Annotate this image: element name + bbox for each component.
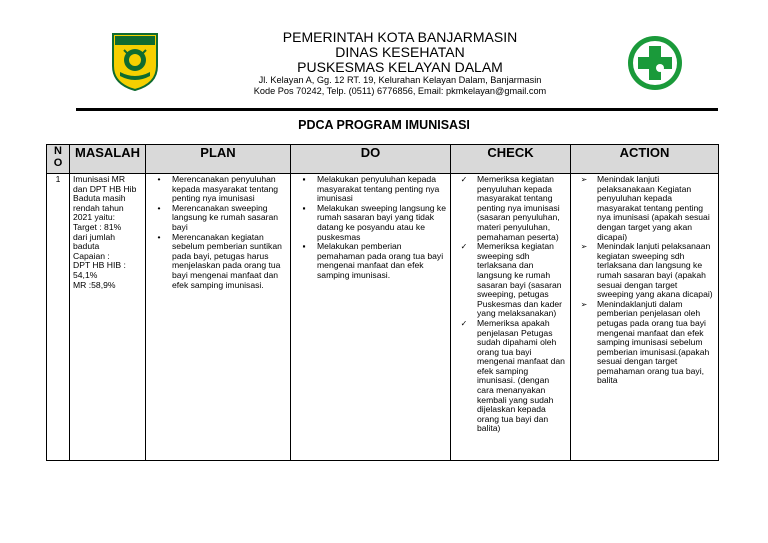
bullet-icon: [152, 233, 166, 243]
masalah-line: 2021 yaitu:: [73, 212, 116, 223]
check-item: ✓ Memeriksa kegiatan sweeping sdh terlaksana dan langsung ke rumah sasaran bayi (sasaran sweeping, petugas Puskesmas dan kader yang melaksanakan): [454, 242, 567, 319]
cell-action: [571, 174, 719, 461]
header-department: DINAS KESEHATAN: [335, 44, 465, 60]
col-header-plan: PLAN: [146, 145, 291, 174]
col-header-masalah: MASALAH: [70, 145, 146, 174]
masalah-line: MR :58,9%: [73, 279, 116, 290]
masalah-line: 54,1%: [73, 269, 98, 280]
pdca-table: [46, 144, 719, 461]
plan-item: • Merencanakan kegiatan sebelum pemberian suntikan pada bayi, petugas harus menjelaskan pada orang tua bayi mengenai manfaat dan efek samping imunisasi.: [149, 233, 287, 291]
arrow-bullet-icon: [577, 175, 591, 185]
checkmark-icon: [457, 319, 471, 329]
square-bullet-icon: [297, 175, 311, 185]
table-header-row: [47, 145, 719, 174]
header-contact: Kode Pos 70242, Telp. (0511) 6776856, Email: pkmkelayan@gmail.com: [253, 86, 547, 96]
cell-no: 1: [47, 174, 70, 461]
arrow-bullet-icon: [577, 300, 591, 310]
masalah-line: rendah tahun: [73, 202, 124, 213]
square-bullet-icon: [297, 204, 311, 214]
cell-do: [291, 174, 451, 461]
masalah-line: dan DPT HB Hib: [73, 183, 137, 194]
masalah-line: baduta: [73, 241, 100, 252]
plan-item: • Merencanakan penyuluhan kepada masyarakat tentang penting nya imunisasi: [149, 175, 287, 204]
checkmark-icon: [457, 242, 471, 252]
header-government: PEMERINTAH KOTA BANJARMASIN: [282, 29, 518, 45]
checkmark-icon: [457, 175, 471, 185]
action-item: ➢ Menindak lanjuti pelaksanakaan Kegiatan penyuluhan kepada masyarakat tentang penting nya imunisasi (apakah sesuai dengan target yang akan dicapai): [574, 175, 715, 242]
table-row: [47, 174, 719, 461]
col-header-do: DO: [291, 145, 451, 174]
plan-item: • Merencanakan sweeping langsung ke rumah sasaran bayi: [149, 204, 287, 233]
masalah-line: Baduta masih: [73, 193, 126, 204]
cell-plan: [146, 174, 291, 461]
header-puskesmas: PUSKESMAS KELAYAN DALAM: [297, 59, 503, 75]
cell-masalah: [70, 174, 146, 461]
do-item: ▪ Melakukan penyuluhan kepada masyarakat tentang penting nya imunisasi: [294, 175, 447, 204]
cell-check: [451, 174, 571, 461]
masalah-line: dari jumlah: [73, 231, 116, 242]
bullet-icon: [152, 204, 166, 214]
masalah-line: Capaian :: [73, 250, 110, 261]
square-bullet-icon: [297, 242, 311, 252]
check-item: ✓ Memeriksa apakah penjelasan Petugas sudah dipahami oleh orang tua bayi mengenai manfaat dan efek samping imunisasi. (dengan cara menanyakan kembali yang sudah dijelaskan kepada orang tua bayi dan balita): [454, 319, 567, 434]
page-title: PDCA PROGRAM IMUNISASI: [298, 118, 470, 132]
action-item: ➢ Menindak lanjuti pelaksanaan kegiatan sweeping sdh terlaksana dan langsung ke rumah sasaran bayi (apakah sesuai dengan target sweeping yang akana dicapai): [574, 242, 715, 300]
banjarmasin-crest-icon: [110, 30, 160, 92]
col-header-check: CHECK: [451, 145, 571, 174]
col-header-no: N O: [47, 145, 70, 174]
bullet-icon: [152, 175, 166, 185]
do-item: ▪ Melakukan pemberian pemahaman pada orang tua bayi mengenai manfaat dan efek samping imunisasi.: [294, 242, 447, 280]
masalah-line: DPT HB HIB :: [73, 260, 126, 271]
do-item: ▪ Melakukan sweeping langsung ke rumah sasaran bayi yang tidak datang ke posyandu atau ke puskesmas: [294, 204, 447, 242]
header-divider: [76, 108, 718, 111]
check-item: ✓ Memeriksa kegiatan penyuluhan kepada masyarakat tentang penting nya imunisasi (sasaran penyuluhan, materi penyuluhan, pemahaman peserta): [454, 175, 567, 242]
letterhead: [190, 30, 610, 97]
puskesmas-cross-icon: [626, 34, 684, 92]
action-item: ➢ Menindaklanjuti dalam pemberian penjelasan oleh petugas pada orang tua bayi mengenai manfaat dan efek samping imunisasi sebelum pemberian imunisasi.(apakah sesuai dengan target pemahaman orang tua bayi, balita: [574, 300, 715, 386]
header-address: Jl. Kelayan A, Gg. 12 RT. 19, Kelurahan Kelayan Dalam, Banjarmasin: [258, 75, 542, 85]
masalah-line: Target : 81%: [73, 221, 122, 232]
col-header-action: ACTION: [571, 145, 719, 174]
masalah-line: Imunisasi MR: [73, 174, 126, 184]
arrow-bullet-icon: [577, 242, 591, 252]
